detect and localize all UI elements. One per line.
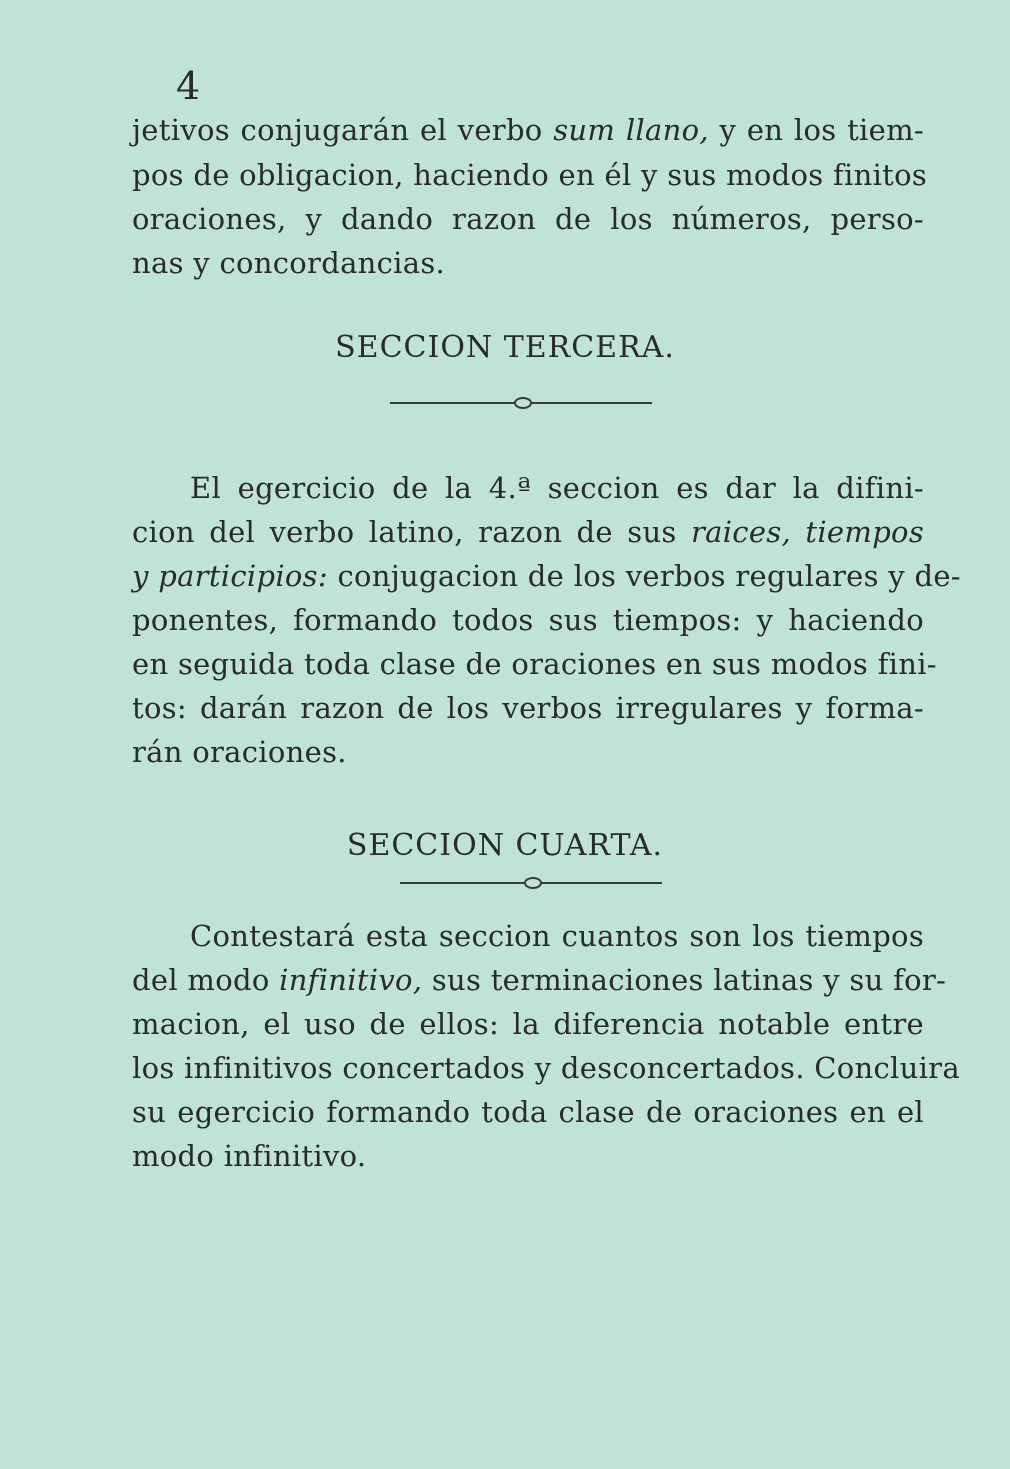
section-heading: SECCION CUARTA. [346, 828, 664, 863]
page-number: 4 [176, 64, 201, 108]
ornamental-knot [514, 397, 532, 409]
text-line: del modo infinitivo, sus terminaciones latinas y su for- [132, 963, 947, 997]
text-line: ponentes, formando todos sus tiempos: y haciendo [132, 603, 924, 637]
text-line: jetivos conjugarán el verbo sum llano, y en los tiem- [132, 113, 924, 147]
section-heading: SECCION TERCERA. [335, 330, 675, 365]
text-line: rán oraciones. [132, 735, 347, 769]
text-line: su egercicio formando toda clase de oraciones en el [132, 1095, 924, 1129]
text-line: oraciones, y dando razon de los números, perso- [132, 202, 924, 236]
text-line: los infinitivos concertados y desconcertados. Concluira [132, 1051, 960, 1085]
text-line: en seguida toda clase de oraciones en sus modos fini- [132, 647, 937, 681]
text-line: nas y concordancias. [132, 246, 446, 280]
text-line: pos de obligacion, haciendo en él y sus modos finitos [132, 158, 928, 192]
text-line: macion, el uso de ellos: la diferencia notable entre [132, 1007, 924, 1041]
ornamental-knot [524, 877, 542, 889]
text-line: y participios: conjugacion de los verbos regulares y de- [132, 559, 961, 593]
text-line: cion del verbo latino, razon de sus raices, tiempos [132, 515, 924, 549]
text-line: modo infinitivo. [132, 1139, 367, 1173]
text-line: Contestará esta seccion cuantos son los tiempos [190, 919, 924, 953]
text-line: tos: darán razon de los verbos irregulares y forma- [132, 691, 924, 725]
text-line: El egercicio de la 4.ª seccion es dar la difini- [190, 471, 924, 505]
